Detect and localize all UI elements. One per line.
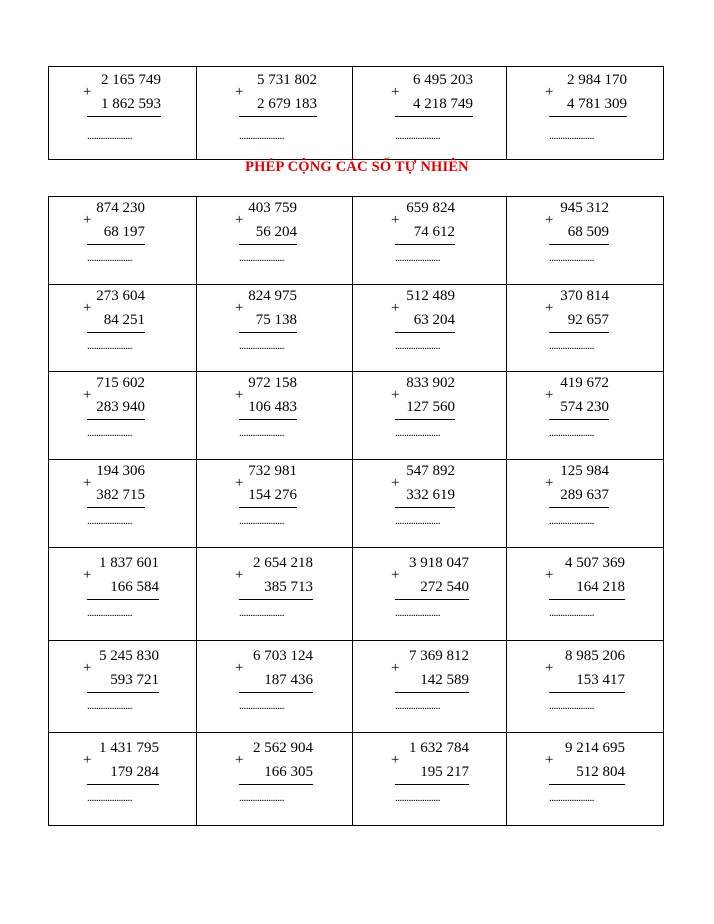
answer-blank[interactable]: .................... xyxy=(395,515,440,527)
main-exercise-table xyxy=(48,196,664,826)
first-addend: 3 918 047 xyxy=(409,555,469,571)
answer-blank[interactable]: .................... xyxy=(87,607,132,619)
first-addend: 2 562 904 xyxy=(253,740,313,756)
first-addend: 6 703 124 xyxy=(253,648,313,664)
plus-sign: + xyxy=(235,475,244,491)
exercise-cell xyxy=(49,67,197,160)
plus-sign: + xyxy=(235,752,244,768)
first-addend: 874 230 xyxy=(96,200,145,216)
second-addend: 106 483 xyxy=(248,399,297,415)
first-addend: 9 214 695 xyxy=(565,740,625,756)
top-exercise-table xyxy=(48,66,664,160)
first-addend: 125 984 xyxy=(560,463,609,479)
plus-sign: + xyxy=(391,84,400,100)
answer-blank[interactable]: .................... xyxy=(239,700,284,712)
exercise-cell xyxy=(507,372,664,460)
first-addend: 2 165 749 xyxy=(101,72,161,88)
answer-blank[interactable]: .................... xyxy=(395,130,440,142)
exercise-cell xyxy=(197,460,353,548)
sum-line xyxy=(549,116,627,117)
first-addend: 833 902 xyxy=(406,375,455,391)
exercise-cell xyxy=(49,372,197,460)
sum-line xyxy=(87,784,159,785)
answer-blank[interactable]: .................... xyxy=(395,792,440,804)
table-row xyxy=(49,641,664,733)
exercise-cell xyxy=(353,733,507,826)
exercise-cell xyxy=(507,197,664,285)
sum-line xyxy=(239,332,297,333)
exercise-cell xyxy=(49,548,197,641)
answer-blank[interactable]: .................... xyxy=(549,252,594,264)
plus-sign: + xyxy=(235,567,244,583)
answer-blank[interactable]: .................... xyxy=(239,515,284,527)
second-addend: 574 230 xyxy=(560,399,609,415)
exercise-cell xyxy=(353,285,507,372)
second-addend: 74 612 xyxy=(413,224,455,240)
plus-sign: + xyxy=(235,300,244,316)
answer-blank[interactable]: .................... xyxy=(395,427,440,439)
sum-line xyxy=(395,599,469,600)
sum-line xyxy=(549,784,625,785)
plus-sign: + xyxy=(83,752,92,768)
sum-line xyxy=(239,692,313,693)
exercise-cell xyxy=(197,372,353,460)
first-addend: 512 489 xyxy=(406,288,455,304)
answer-blank[interactable]: .................... xyxy=(549,427,594,439)
plus-sign: + xyxy=(391,212,400,228)
answer-blank[interactable]: .................... xyxy=(395,700,440,712)
sum-line xyxy=(549,332,609,333)
plus-sign: + xyxy=(545,387,554,403)
second-addend: 75 138 xyxy=(255,312,297,328)
first-addend: 1 431 795 xyxy=(99,740,159,756)
first-addend: 4 507 369 xyxy=(565,555,625,571)
sum-line xyxy=(87,507,145,508)
second-addend: 153 417 xyxy=(576,672,625,688)
sum-line xyxy=(87,692,159,693)
answer-blank[interactable]: .................... xyxy=(239,130,284,142)
plus-sign: + xyxy=(235,660,244,676)
plus-sign: + xyxy=(83,660,92,676)
answer-blank[interactable]: .................... xyxy=(239,792,284,804)
first-addend: 194 306 xyxy=(96,463,145,479)
exercise-cell xyxy=(353,460,507,548)
plus-sign: + xyxy=(235,387,244,403)
exercise-cell xyxy=(353,197,507,285)
first-addend: 1 837 601 xyxy=(99,555,159,571)
first-addend: 715 602 xyxy=(96,375,145,391)
first-addend: 7 369 812 xyxy=(409,648,469,664)
plus-sign: + xyxy=(391,752,400,768)
exercise-cell xyxy=(197,548,353,641)
sum-line xyxy=(87,332,145,333)
sum-line xyxy=(87,244,145,245)
first-addend: 2 654 218 xyxy=(253,555,313,571)
exercise-cell xyxy=(197,67,353,160)
second-addend: 512 804 xyxy=(576,764,625,780)
exercise-cell xyxy=(49,197,197,285)
plus-sign: + xyxy=(235,84,244,100)
sum-line xyxy=(239,419,297,420)
plus-sign: + xyxy=(83,475,92,491)
sum-line xyxy=(549,507,609,508)
first-addend: 659 824 xyxy=(406,200,455,216)
answer-blank[interactable]: .................... xyxy=(87,700,132,712)
plus-sign: + xyxy=(391,300,400,316)
sum-line xyxy=(395,784,469,785)
second-addend: 166 584 xyxy=(110,579,159,595)
plus-sign: + xyxy=(391,387,400,403)
plus-sign: + xyxy=(545,212,554,228)
sum-line xyxy=(395,507,455,508)
sum-line xyxy=(87,599,159,600)
first-addend: 370 814 xyxy=(560,288,609,304)
first-addend: 403 759 xyxy=(248,200,297,216)
exercise-cell xyxy=(353,548,507,641)
second-addend: 195 217 xyxy=(420,764,469,780)
exercise-cell xyxy=(197,197,353,285)
second-addend: 92 657 xyxy=(567,312,609,328)
second-addend: 166 305 xyxy=(264,764,313,780)
sum-line xyxy=(549,419,609,420)
first-addend: 732 981 xyxy=(248,463,297,479)
answer-blank[interactable]: .................... xyxy=(549,515,594,527)
answer-blank[interactable]: .................... xyxy=(549,340,594,352)
second-addend: 56 204 xyxy=(255,224,297,240)
exercise-cell xyxy=(49,285,197,372)
second-addend: 382 715 xyxy=(96,487,145,503)
answer-blank[interactable]: .................... xyxy=(395,252,440,264)
sum-line xyxy=(395,332,455,333)
sum-line xyxy=(395,419,455,420)
second-addend: 4 781 309 xyxy=(567,96,627,112)
second-addend: 68 197 xyxy=(103,224,145,240)
answer-blank[interactable]: .................... xyxy=(87,130,132,142)
answer-blank[interactable]: .................... xyxy=(395,607,440,619)
plus-sign: + xyxy=(83,84,92,100)
sum-line xyxy=(549,692,625,693)
first-addend: 972 158 xyxy=(248,375,297,391)
answer-blank[interactable]: .................... xyxy=(87,792,132,804)
exercise-cell xyxy=(197,641,353,733)
answer-blank[interactable]: .................... xyxy=(87,340,132,352)
second-addend: 179 284 xyxy=(110,764,159,780)
sum-line xyxy=(395,244,455,245)
sum-line xyxy=(549,244,609,245)
exercise-cell xyxy=(507,641,664,733)
first-addend: 5 245 830 xyxy=(99,648,159,664)
second-addend: 84 251 xyxy=(103,312,145,328)
second-addend: 289 637 xyxy=(560,487,609,503)
second-addend: 272 540 xyxy=(420,579,469,595)
first-addend: 824 975 xyxy=(248,288,297,304)
table-row xyxy=(49,67,664,160)
answer-blank[interactable]: .................... xyxy=(549,700,594,712)
exercise-cell xyxy=(197,285,353,372)
answer-blank[interactable]: .................... xyxy=(239,607,284,619)
sum-line xyxy=(239,116,317,117)
table-row xyxy=(49,733,664,826)
first-addend: 5 731 802 xyxy=(257,72,317,88)
second-addend: 142 589 xyxy=(420,672,469,688)
sum-line xyxy=(239,784,313,785)
sum-line xyxy=(239,244,297,245)
table-row xyxy=(49,197,664,285)
plus-sign: + xyxy=(391,567,400,583)
second-addend: 283 940 xyxy=(96,399,145,415)
exercise-cell xyxy=(507,67,664,160)
table-row xyxy=(49,548,664,641)
plus-sign: + xyxy=(545,567,554,583)
sum-line xyxy=(87,419,145,420)
plus-sign: + xyxy=(545,300,554,316)
table-row xyxy=(49,285,664,372)
exercise-cell xyxy=(507,548,664,641)
first-addend: 2 984 170 xyxy=(567,72,627,88)
second-addend: 593 721 xyxy=(110,672,159,688)
exercise-cell xyxy=(507,733,664,826)
sum-line xyxy=(87,116,161,117)
second-addend: 68 509 xyxy=(567,224,609,240)
plus-sign: + xyxy=(83,567,92,583)
answer-blank[interactable]: .................... xyxy=(395,340,440,352)
second-addend: 154 276 xyxy=(248,487,297,503)
table-row xyxy=(49,460,664,548)
sum-line xyxy=(239,507,297,508)
answer-blank[interactable]: .................... xyxy=(239,340,284,352)
second-addend: 4 218 749 xyxy=(413,96,473,112)
first-addend: 8 985 206 xyxy=(565,648,625,664)
plus-sign: + xyxy=(545,475,554,491)
exercise-cell xyxy=(49,641,197,733)
answer-blank[interactable]: .................... xyxy=(549,792,594,804)
plus-sign: + xyxy=(83,212,92,228)
second-addend: 2 679 183 xyxy=(257,96,317,112)
sum-line xyxy=(395,116,473,117)
exercise-cell xyxy=(353,372,507,460)
first-addend: 945 312 xyxy=(560,200,609,216)
answer-blank[interactable]: .................... xyxy=(239,252,284,264)
plus-sign: + xyxy=(391,660,400,676)
second-addend: 332 619 xyxy=(406,487,455,503)
second-addend: 164 218 xyxy=(576,579,625,595)
first-addend: 419 672 xyxy=(560,375,609,391)
answer-blank[interactable]: .................... xyxy=(87,427,132,439)
first-addend: 547 892 xyxy=(406,463,455,479)
sum-line xyxy=(239,599,313,600)
first-addend: 6 495 203 xyxy=(413,72,473,88)
answer-blank[interactable]: .................... xyxy=(549,130,594,142)
plus-sign: + xyxy=(545,84,554,100)
answer-blank[interactable]: .................... xyxy=(87,252,132,264)
answer-blank[interactable]: .................... xyxy=(239,427,284,439)
second-addend: 187 436 xyxy=(264,672,313,688)
exercise-cell xyxy=(507,460,664,548)
exercise-cell xyxy=(49,460,197,548)
plus-sign: + xyxy=(391,475,400,491)
exercise-cell xyxy=(507,285,664,372)
answer-blank[interactable]: .................... xyxy=(87,515,132,527)
plus-sign: + xyxy=(83,387,92,403)
exercise-cell xyxy=(197,733,353,826)
page-title: PHÉP CỘNG CÁC SỐ TỰ NHIÊN xyxy=(245,159,469,175)
plus-sign: + xyxy=(83,300,92,316)
second-addend: 127 560 xyxy=(406,399,455,415)
second-addend: 385 713 xyxy=(264,579,313,595)
sum-line xyxy=(549,599,625,600)
plus-sign: + xyxy=(235,212,244,228)
second-addend: 63 204 xyxy=(413,312,455,328)
exercise-cell xyxy=(353,67,507,160)
exercise-cell xyxy=(49,733,197,826)
plus-sign: + xyxy=(545,752,554,768)
first-addend: 273 604 xyxy=(96,288,145,304)
table-row xyxy=(49,372,664,460)
sum-line xyxy=(395,692,469,693)
plus-sign: + xyxy=(545,660,554,676)
first-addend: 1 632 784 xyxy=(409,740,469,756)
exercise-cell xyxy=(353,641,507,733)
second-addend: 1 862 593 xyxy=(101,96,161,112)
answer-blank[interactable]: .................... xyxy=(549,607,594,619)
